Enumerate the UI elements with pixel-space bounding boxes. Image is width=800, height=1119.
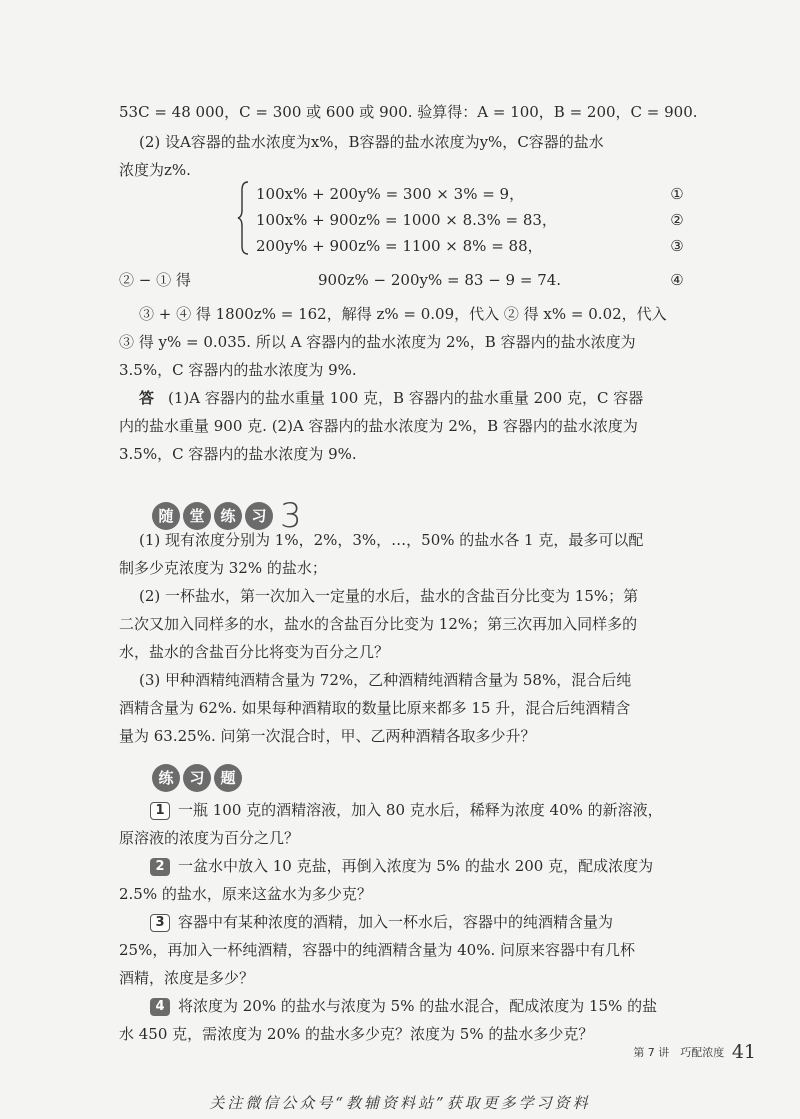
solution-line: 53C = 48 000，C = 300 或 600 或 900. 验算得：A = 100，B = 200，C = 900. [119,103,698,121]
equation-number: ① [670,185,684,203]
exercise-text: 一盆水中放入 10 克盐，再倒入浓度为 5% 的盐水 200 克，配成浓度为 [178,857,654,875]
equation-4-label: ② − ① 得 [119,271,191,289]
exercise-number-badge: 1 [150,802,170,820]
exercise-4 [150,996,657,1016]
practice-problem-3: 量为 63.25%. 问第一次混合时，甲、乙两种酒精各取多少升？ [119,727,536,745]
practice-problem-1: (1) 现有浓度分别为 1%，2%，3%，…，50% 的盐水各 1 克，最多可以配 [139,531,644,549]
practice-problem-3: 酒精含量为 62%. 如果每种酒精取的数量比原来都多 15 升，混合后纯酒精含 [119,699,631,717]
watermark: 关注微信公众号“教辅资料站”获取更多学习资料 [209,1094,591,1112]
title-char: 堂 [183,502,211,530]
exercise-1: 原溶液的浓度为百分之几？ [119,829,300,847]
exercise-text: 一瓶 100 克的酒精溶液，加入 80 克水后，稀释为浓度 40% 的新溶液， [178,801,663,819]
practice-problem-3: (3) 甲种酒精纯酒精含量为 72%，乙种酒精纯酒精含量为 58%，混合后纯 [139,671,632,689]
result-line: 3.5%，C 容器内的盐水浓度为 9%. [119,361,357,379]
exercise-3: 25%，再加入一杯纯酒精，容器中的纯酒精含量为 40%. 问原来容器中有几杯 [119,941,635,959]
solution-part2-line: (2) 设A容器的盐水浓度为x%，B容器的盐水浓度为y%，C容器的盐水 [139,133,604,151]
equation-3: 200y% + 900z% = 1100 × 8% = 88， [256,237,543,255]
equation-number: ④ [670,271,684,289]
title-char: 题 [214,764,242,792]
equation-4: 900z% − 200y% = 83 − 9 = 74. [318,271,562,289]
title-char: 习 [183,764,211,792]
answer-label: 答 [139,389,155,407]
exercises-section-title [152,764,245,792]
practice-problem-1: 制多少克浓度为 32% 的盐水； [119,559,327,577]
exercise-text: 容器中有某种浓度的酒精，加入一杯水后，容器中的纯酒精含量为 [178,913,614,931]
page-footer [633,1041,756,1063]
title-char: 随 [152,502,180,530]
result-line: ③ + ④ 得 1800z% = 162，解得 z% = 0.09，代入 ② 得 x% = 0.02，代入 [139,305,667,323]
title-char: 练 [214,502,242,530]
exercise-text: 将浓度为 20% 的盐水与浓度为 5% 的盐水混合，配成浓度为 15% 的盐 [178,997,658,1015]
exercise-4: 水 450 克，需浓度为 20% 的盐水多少克？浓度为 5% 的盐水多少克？ [119,1025,594,1043]
chapter-title: 第 7 讲 巧配浓度 [633,1046,725,1059]
title-char: 习 [245,502,273,530]
practice-problem-2: (2) 一杯盐水，第一次加入一定量的水后，盐水的含盐百分比变为 15%；第 [139,587,639,605]
answer-line: 内的盐水重量 900 克. (2)A 容器内的盐水浓度为 2%，B 容器内的盐水浓度为 [119,417,638,435]
result-line: ③ 得 y% = 0.035. 所以 A 容器内的盐水浓度为 2%，B 容器内的盐水浓度为 [119,333,636,351]
equation-brace [236,180,250,256]
exercise-2 [150,856,653,876]
exercise-1 [150,800,663,820]
equation-number: ② [670,211,684,229]
answer-text: (1)A 容器内的盐水重量 100 克，B 容器内的盐水重量 200 克，C 容器 [168,389,644,407]
section-number: 3 [280,496,302,536]
exercise-number-badge: 2 [150,858,170,876]
exercise-3 [150,912,613,932]
exercise-2: 2.5% 的盐水，原来这盆水为多少克？ [119,885,372,903]
exercise-number-badge: 4 [150,998,170,1016]
exercise-3: 酒精，浓度是多少？ [119,969,255,987]
title-char: 练 [152,764,180,792]
practice-problem-2: 水，盐水的含盐百分比将变为百分之几？ [119,643,390,661]
page-number: 41 [731,1041,756,1063]
answer-line [139,388,643,408]
equation-number: ③ [670,237,684,255]
exercise-number-badge: 3 [150,914,170,932]
equation-2: 100x% + 900z% = 1000 × 8.3% = 83， [256,211,557,229]
equation-1: 100x% + 200y% = 300 × 3% = 9， [256,185,525,203]
answer-line: 3.5%，C 容器内的盐水浓度为 9%. [119,445,357,463]
practice-problem-2: 二次又加入同样多的水，盐水的含盐百分比变为 12%；第三次再加入同样多的 [119,615,638,633]
solution-part2-line: 浓度为z%. [119,161,191,179]
